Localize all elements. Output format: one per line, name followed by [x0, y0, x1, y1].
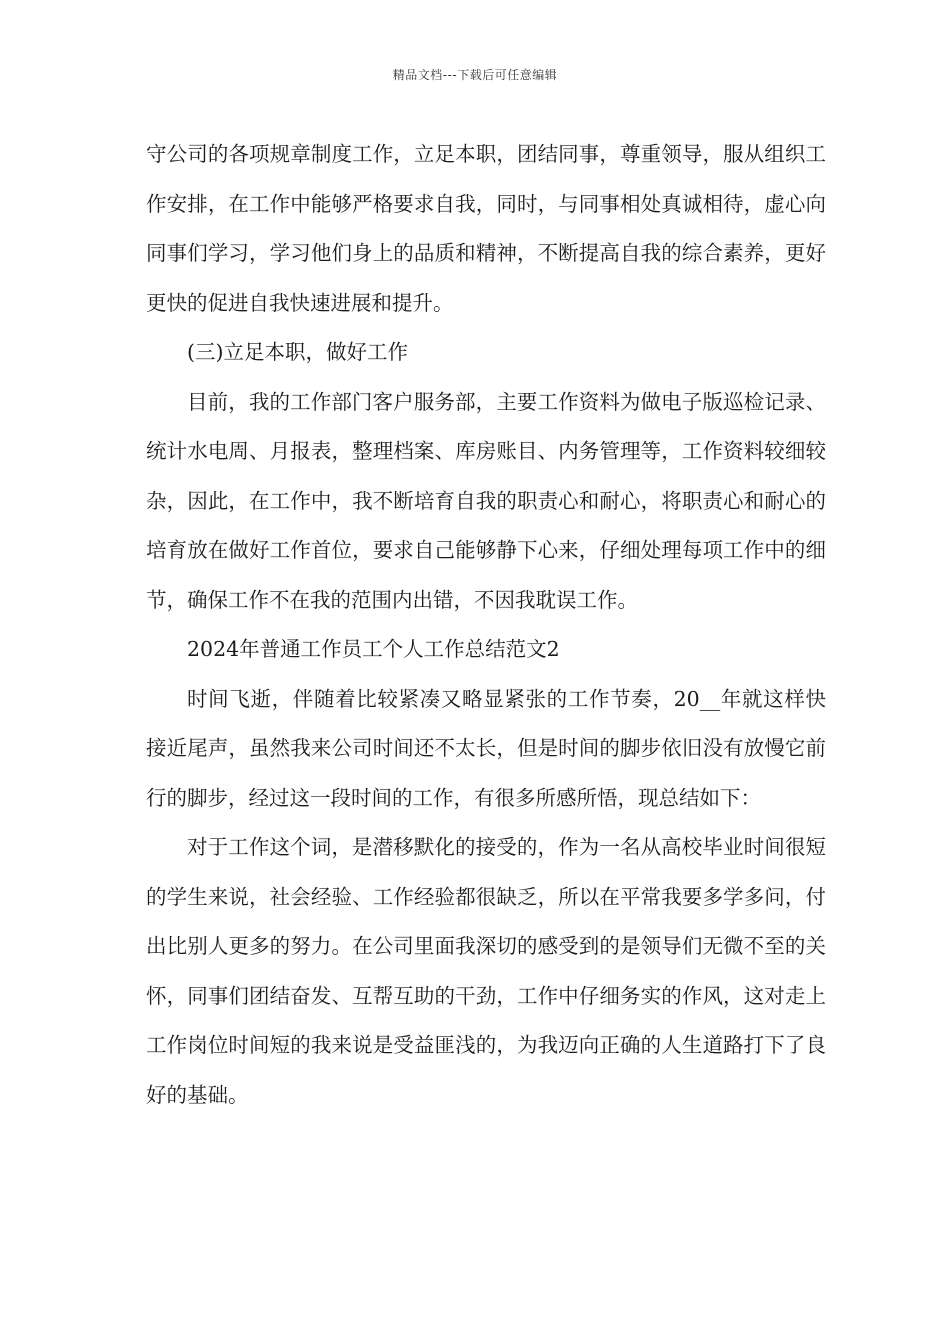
section-heading-3: (三)立足本职，做好工作: [187, 340, 408, 364]
article-title-2: 2024年普通工作员工个人工作总结范文2: [187, 637, 560, 661]
paragraph-current-work: 目前，我的工作部门客户服务部，主要工作资料为做电子版巡检记录、统计水电周、月报表，整理档案、库房账目、内务管理等，工作资料较细较杂，因此，在工作中，我不断培育自我的职责心和耐心，将职责心和耐心的培育放在做好工作首位，要求自己能够静下心来，仔细处理每项工作中的细节，确保工作不在我的范围内出错，不因我耽误工作。: [146, 389, 826, 612]
paragraph-work-reflection: 对于工作这个词，是潜移默化的接受的，作为一名从高校毕业时间很短的学生来说，社会经验、工作经验都很缺乏，所以在平常我要多学多问，付出比别人更多的努力。在公司里面我深切的感受到的是领导们无微不至的关怀，同事们团结奋发、互帮互助的干劲，工作中仔细务实的作风，这对走上工作岗位时间短的我来说是受益匪浅的，为我迈向正确的人生道路打下了良好的基础。: [146, 835, 826, 1107]
paragraph-continuation: 守公司的各项规章制度工作，立足本职，团结同事，尊重领导，服从组织工作安排，在工作中能够严格要求自我，同时，与同事相处真诚相待，虚心向同事们学习，学习他们身上的品质和精神，不断提高自我的综合素养，更好更快的促进自我快速进展和提升。: [146, 142, 826, 315]
paragraph-intro: 时间飞逝，伴随着比较紧凑又略显紧张的工作节奏，20__年就这样快接近尾声，虽然我来公司时间还不太长，但是时间的脚步依旧没有放慢它前行的脚步，经过这一段时间的工作，有很多所感所悟，现总结如下：: [146, 686, 826, 810]
page-header: 精品文档---下载后可任意编辑: [392, 68, 558, 82]
document-body: [146, 130, 826, 1120]
